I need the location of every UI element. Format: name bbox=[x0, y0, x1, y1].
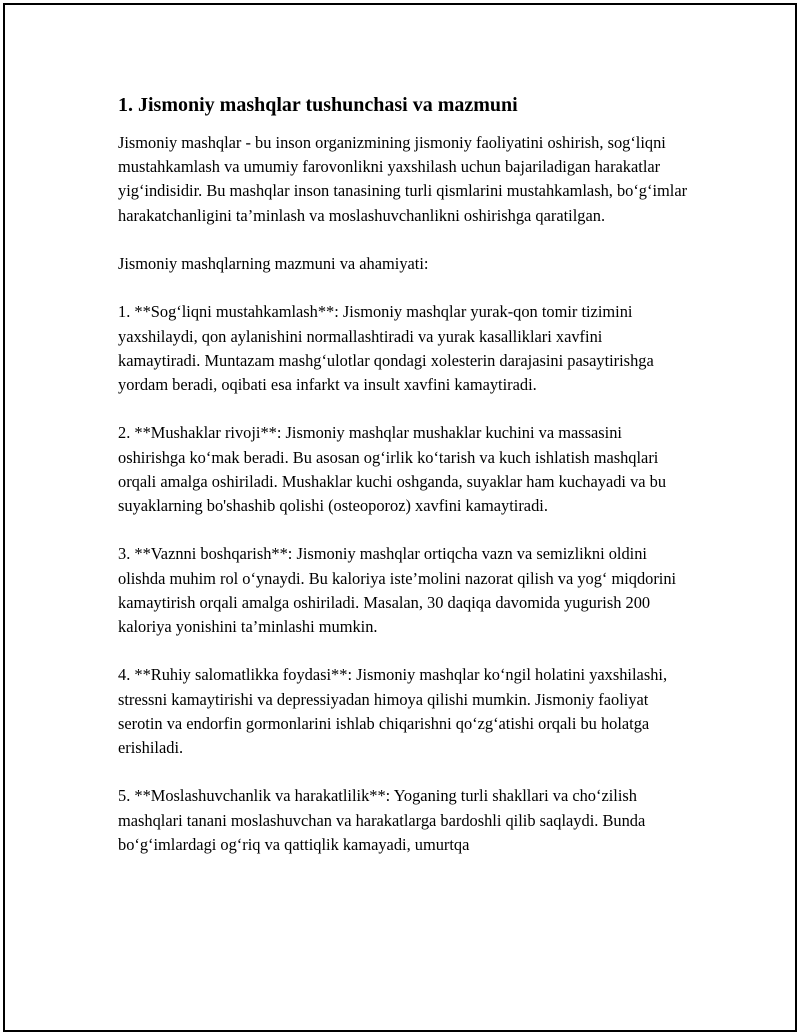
list-intro-paragraph: Jismoniy mashqlarning mazmuni va ahamiyati: bbox=[118, 254, 429, 273]
list-item-mental-health: 4. **Ruhiy salomatlikka foydasi**: Jismoniy mashqlar ko‘ngil holatini yaxshilashi, stressni kamaytirishi va depressiyadan himoya qilishi mumkin. Jismoniy faoliyat serotin va endorfin gormonlarini ishlab chiqarishni qo‘zg‘atishi orqali bu holatga erishiladi. bbox=[118, 665, 668, 757]
list-item-health: 1. **Sog‘liqni mustahkamlash**: Jismoniy mashqlar yurak-qon tomir tizimini yaxshilaydi, qon aylanishini normallashtiradi va yurak kasalliklari xavfini kamaytiradi. Muntazam mashg‘ulotlar qondagi xolesterin darajasini pasaytirishga yordam beradi, oqibati esa infarkt va insult xavfini kamaytiradi. bbox=[118, 302, 654, 394]
section-heading: 1. Jismoniy mashqlar tushunchasi va mazmuni bbox=[118, 94, 518, 116]
list-item-weight: 3. **Vaznni boshqarish**: Jismoniy mashqlar ortiqcha vazn va semizlikni oldini olishda muhim rol o‘ynaydi. Bu kaloriya iste’molini nazorat qilish va yog‘ miqdorini kamaytirish orqali amalga oshiriladi. Masalan, 30 daqiqa davomida yugurish 200 kaloriya yonishini ta’minlashi mumkin. bbox=[118, 544, 677, 636]
list-item-flexibility: 5. **Moslashuvchanlik va harakatlilik**: Yoganing turli shakllari va cho‘zilish mashqlari tanani moslashuvchan va harakatlarga bardoshli qilib saqlaydi. Bunda bo‘g‘imlardagi og‘riq va qattiqlik kamayadi, umurtqa bbox=[118, 786, 646, 854]
intro-paragraph: Jismoniy mashqlar - bu inson organizmining jismoniy faoliyatini oshirish, sog‘liqni mustahkamlash va umumiy farovonlikni yaxshilash uchun bajariladigan harakatlar yig‘indisidir. Bu mashqlar inson tanasining turli qismlarini mustahkamlash, bo‘g‘imlar harakatchanligini ta’minlash va moslashuvchanlikni oshirishga qaratilgan. bbox=[118, 133, 688, 225]
document-body bbox=[118, 92, 688, 881]
list-item-muscles: 2. **Mushaklar rivoji**: Jismoniy mashqlar mushaklar kuchini va massasini oshirishga ko‘mak beradi. Bu asosan og‘irlik ko‘tarish va kuch ishlatish mashqlari orqali amalga oshiriladi. Mushaklar kuchi oshganda, suyaklar ham kuchayadi va bu suyaklarning bo'shashib qolishi (osteoporoz) xavfini kamaytiradi. bbox=[118, 423, 667, 515]
